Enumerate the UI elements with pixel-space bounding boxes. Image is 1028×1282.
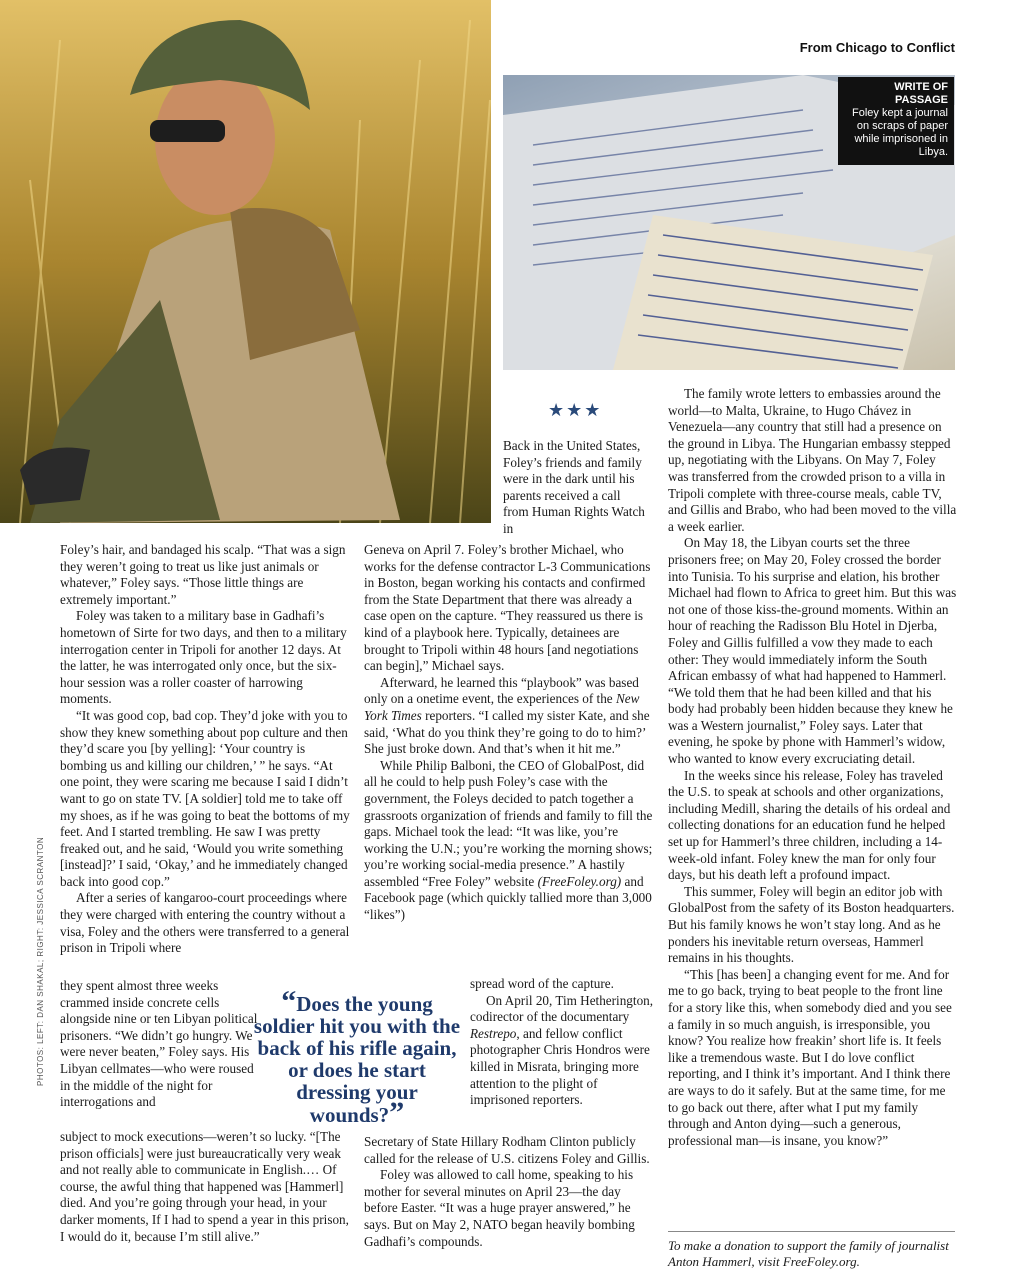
caption-text: Foley kept a journal on scraps of paper while imprisoned in Libya. (852, 107, 948, 158)
caption-title: WRITE OF PASSAGE (894, 81, 948, 106)
col3-paragraph-2: On May 18, the Libyan courts set the three prisoners free; on May 20, Foley crossed the border into Tunisia. To his surprise and elation, his brother Michael had flown to Africa to greet him. But this was not one of those kiss-the-ground moments. Within an hour of reaching the Radisson Blu Hotel in Djerba, Foley and Gillis fulfilled a vow they made to each other: They would immediately inform the South African embassy of what had happened to Hammerl. “We told them that he had been killed and that his body had probably been hidden because they knew he was a Western journalist,” Foley says. Later that evening, he spoke by phone with Hammerl’s widow, who wanted to know every excruciating detail. (668, 535, 957, 767)
col2-p2-text-a: Afterward, he learned this “playbook” was based only on a onetime event, the experiences of the (364, 674, 639, 707)
col2-paragraph-5 (470, 993, 654, 1109)
pull-quote (252, 985, 462, 1129)
column-1-lower (60, 978, 258, 1111)
column-1 (60, 542, 350, 957)
column-2 (364, 542, 654, 924)
col2-p3-text-b: and Facebook page (which quickly tallied more than 3,000 “likes”) (364, 873, 652, 923)
col3-paragraph-5: “This [has been] a changing event for me. And for me to go back, trying to beat people to the front line for a story like this, when somebody died and you see a family in so much anguish, is irresponsible, you know? You realize how freakin’ short life is. It feels like a tremendous waste. But I do love conflict reporting, and I think it’s important. And I think there are ways to do it safely. But at the same time, for me to go back out there, after what I put my family through and Anton dying—such a generous, professional man—is insane, you know?” (668, 966, 952, 1148)
col2-p2-text-b: reporters. “I called my sister Kate, and she said, ‘What do you think they’re going to do to him?’ She just broke down. And that’s when it hit me.” (364, 707, 650, 757)
col2-p3-website: (FreeFoley.org) (537, 873, 622, 889)
col2-lead-paragraph: Back in the United States, Foley’s friends and family were in the dark until his parents received a call from Human Rights Watch in (503, 438, 645, 536)
pull-quote-open-mark: “ (281, 985, 297, 1018)
column-3 (668, 386, 958, 1149)
col1-paragraph-2: Foley was taken to a military base in Gadhafi’s hometown of Sirte for two days, and then to a military interrogation center in Tripoli for another 12 days. At the latter, he was interrogated only once, but the six-hour session was a roller coaster of harrowing moments. (60, 608, 347, 707)
col2-paragraph-2 (364, 675, 654, 758)
col2-paragraph-1: Geneva on April 7. Foley’s brother Michael, who works for the defense contractor L-3 Communications in Boston, began working his contacts and confirmed from the State Department that there was already a case open on the capture. “They reassured us there is kind of a playbook here. Typically, detainees are brought to Tripoli within 48 hours [and negotiations can begin],” Michael says. (364, 542, 651, 674)
col3-paragraph-1: The family wrote letters to embassies around the world—to Malta, Ukraine, to Hugo Chávez in Venezuela—any country that still had a presence on the ground in Libya. The Hungarian embassy stepped up, negotiating with the Libyans. On May 7, Foley was transferred from the crowded prison to a villa in Tripoli complete with three-course meals, cable TV, and Gillis and Brabo, who had been moved to the villa a week earlier. (668, 386, 957, 534)
pull-quote-text: Does the young soldier hit you with the back of his rifle again, or does he start dressing your wounds? (253, 992, 461, 1127)
column-2-bottom (364, 1134, 654, 1250)
section-divider-stars: ★★★ (548, 400, 603, 421)
col2-lead (503, 438, 649, 538)
col1-paragraph-4: After a series of kangaroo-court proceedings where they were charged with entering the country without a visa, Foley and the others were transferred to a general prison in Tripoli where (60, 890, 350, 956)
donation-note: To make a donation to support the family of journalist Anton Hammerl, visit FreeFoley.org. (668, 1238, 949, 1269)
col2-paragraph-4: spread word of the capture. (470, 976, 614, 991)
col2-paragraph-3 (364, 758, 654, 924)
footer-divider (668, 1231, 955, 1232)
section-title: From Chicago to Conflict (799, 40, 955, 55)
soldier-photo (0, 0, 491, 523)
col3-paragraph-3: In the weeks since his release, Foley has traveled the U.S. to speak at schools and other organizations, including Medill, sharing the details of his ordeal and collecting donations for an education fund he helped set up for Hammerl’s three children, including a 14-week-old infant. Foley knew the man for only four days, but his death left a profound impact. (668, 767, 951, 883)
col1-paragraph-6: subject to mock executions—weren’t so lucky. “[The prison officials] were just bureaucratically very weak and not really able to communicate in English.… Of course, the awful thing that happened was [Hammerl] died. And you’re going through your head, in your darker moments, If I had to spend a year in this prison, I would do it, because I’m still alive.” (60, 1129, 349, 1244)
col1-paragraph-5: they spent almost three weeks crammed inside concrete cells alongside nine or ten Libyan political prisoners. “We didn’t go hungry. We were never beaten,” Foley says. His Libyan cellmates—who were roused in the middle of the night for interrogations and (60, 978, 258, 1110)
col2-p3-text-a: While Philip Balboni, the CEO of GlobalPost, did all he could to help push Foley’s case with the government, the Foleys decided to patch together a grassroots organization of friends and family to fill the gaps. Michael took the lead: “It was like, you’re working the U.N.; you’re working the morning shows; you’re working social-media presence.” A hastily assembled “Free Foley” website (364, 757, 653, 889)
col1-paragraph-1: Foley’s hair, and bandaged his scalp. “That was a sign they weren’t going to treat us like just animals or whatever,” Foley says. “Those little things are extremely important.” (60, 542, 346, 607)
soldier-illustration (0, 0, 491, 523)
col2-p5-text-b: , and fellow conflict photographer Chris Hondros were killed in Misrata, bringing more attention to the plight of imprisoned reporters. (470, 1025, 650, 1108)
column-2-lower (470, 976, 654, 1109)
photo-caption (838, 77, 954, 165)
photo-credit: PHOTOS: LEFT: DAN SHAKAL; RIGHT: JESSICA SCRANTON (36, 836, 45, 1086)
col2-p2-publication: New York Times (364, 691, 640, 723)
pull-quote-close-mark: ” (389, 1096, 405, 1129)
col2-paragraph-6: Secretary of State Hillary Rodham Clinton publicly called for the release of U.S. citizens Foley and Gillis. (364, 1134, 650, 1166)
col3-paragraph-4: This summer, Foley will begin an editor job with GlobalPost from the safety of its Boston headquarters. But his family knows he won’t stay long. And as he ponders his inevitable return overseas, Hammerl remains in his thoughts. (668, 883, 955, 966)
col2-paragraph-7: Foley was allowed to call home, speaking to his mother for several minutes on April 23—the day before Easter. “It was a huge prayer answered,” he says. But on May 2, NATO began heavily bombing Gadhafi’s compounds. (364, 1167, 635, 1249)
col2-p5-text-a: On April 20, Tim Hetherington, codirector of the documentary (470, 992, 654, 1025)
col2-p5-film: Restrepo (470, 1025, 517, 1041)
column-1-bottom (60, 1129, 350, 1245)
col1-paragraph-3: “It was good cop, bad cop. They’d joke with you to show they knew something about pop culture and then they’d scare you [by yelling]: ‘Your country is bombing us and killing our children,’ ” he says. “At one point, they were scaring me because I said I didn’t want to go on state TV. [A soldier] told me to take off my shoes, as if he was going to beat the bottoms of my feet. And I started trembling. He saw I was pretty freaked out, and he said, ‘Would you write something [instead]?’ I said, ‘Okay,’ and he immediately changed back into good cop.” (60, 707, 350, 889)
